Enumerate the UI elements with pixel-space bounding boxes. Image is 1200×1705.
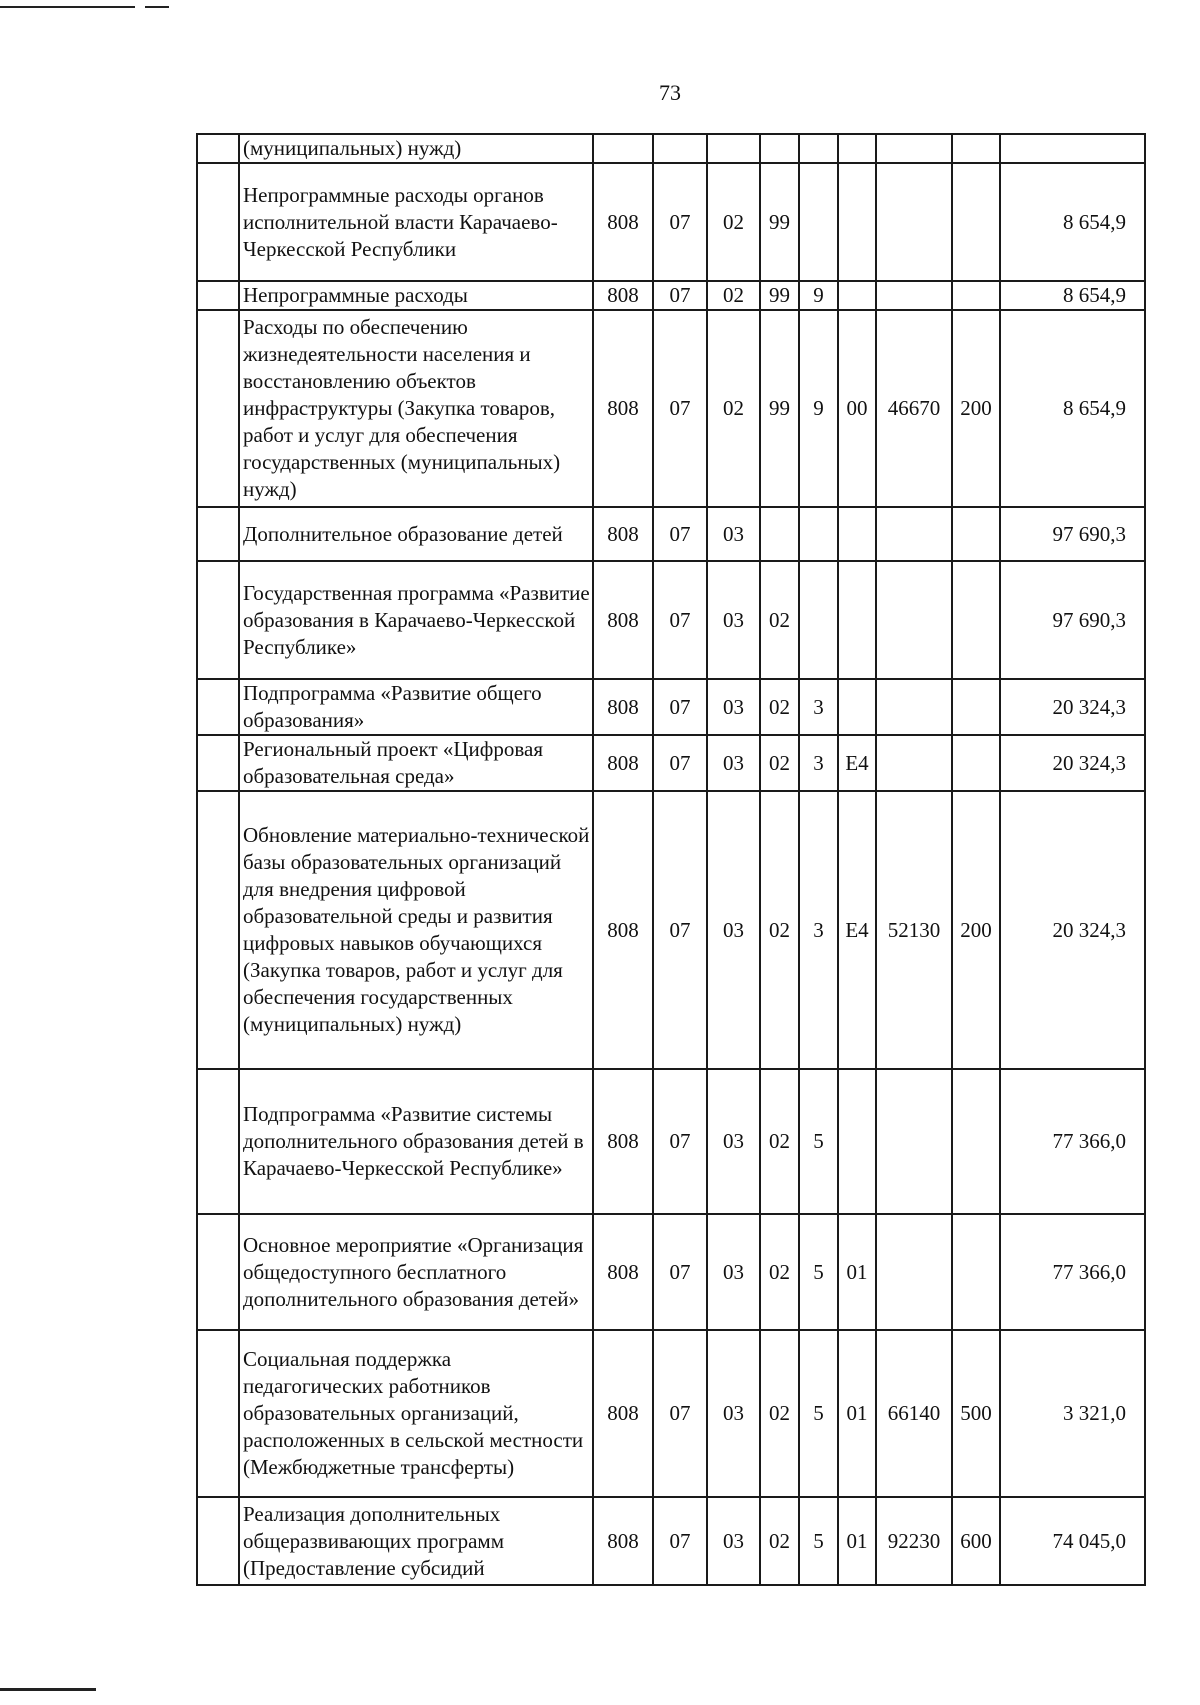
program-code-cell bbox=[760, 134, 799, 163]
subsection-code-cell: 03 bbox=[707, 1497, 760, 1585]
table-row bbox=[197, 163, 1145, 281]
event-code-cell bbox=[838, 1069, 876, 1214]
program-code-cell: 02 bbox=[760, 679, 799, 735]
program-code-cell: 02 bbox=[760, 735, 799, 791]
amount-cell bbox=[1000, 134, 1145, 163]
subsection-code-cell: 03 bbox=[707, 735, 760, 791]
direction-code-cell: 66140 bbox=[876, 1330, 952, 1497]
table-row bbox=[197, 1214, 1145, 1330]
row-number-cell bbox=[197, 281, 239, 310]
ministry-code-cell: 808 bbox=[593, 561, 653, 679]
section-code-cell: 07 bbox=[653, 1330, 707, 1497]
program-code-cell: 99 bbox=[760, 281, 799, 310]
row-number-cell bbox=[197, 679, 239, 735]
section-code-cell: 07 bbox=[653, 1497, 707, 1585]
event-code-cell: 01 bbox=[838, 1214, 876, 1330]
subsection-code-cell: 03 bbox=[707, 507, 760, 561]
amount-cell: 8 654,9 bbox=[1000, 281, 1145, 310]
direction-code-cell bbox=[876, 679, 952, 735]
subprogram-code-cell: 5 bbox=[799, 1497, 838, 1585]
expense-type-cell bbox=[952, 134, 1000, 163]
expense-type-cell: 200 bbox=[952, 310, 1000, 507]
amount-cell: 3 321,0 bbox=[1000, 1330, 1145, 1497]
section-code-cell bbox=[653, 134, 707, 163]
row-number-cell bbox=[197, 310, 239, 507]
section-code-cell: 07 bbox=[653, 1069, 707, 1214]
event-code-cell: 00 bbox=[838, 310, 876, 507]
section-code-cell: 07 bbox=[653, 791, 707, 1069]
amount-cell: 74 045,0 bbox=[1000, 1497, 1145, 1585]
direction-code-cell bbox=[876, 507, 952, 561]
section-code-cell: 07 bbox=[653, 1214, 707, 1330]
item-name-cell: Реализация дополнительных общеразвивающих программ (Предоставление субсидий bbox=[239, 1497, 593, 1585]
expense-type-cell bbox=[952, 1214, 1000, 1330]
program-code-cell: 02 bbox=[760, 561, 799, 679]
budget-table bbox=[196, 133, 1146, 1586]
scan-edge-mark bbox=[145, 6, 169, 8]
ministry-code-cell: 808 bbox=[593, 163, 653, 281]
program-code-cell: 99 bbox=[760, 163, 799, 281]
expense-type-cell bbox=[952, 281, 1000, 310]
direction-code-cell bbox=[876, 1069, 952, 1214]
section-code-cell: 07 bbox=[653, 679, 707, 735]
program-code-cell: 02 bbox=[760, 1069, 799, 1214]
table-row bbox=[197, 1497, 1145, 1585]
section-code-cell: 07 bbox=[653, 561, 707, 679]
subprogram-code-cell: 9 bbox=[799, 310, 838, 507]
table-body bbox=[197, 134, 1145, 1585]
ministry-code-cell: 808 bbox=[593, 735, 653, 791]
item-name-cell: Непрограммные расходы bbox=[239, 281, 593, 310]
subsection-code-cell: 03 bbox=[707, 1214, 760, 1330]
item-name-cell: Обновление материально-технической базы образовательных организаций для внедрения цифровой образовательной среды и развития цифровых навыков обучающихся (Закупка товаров, работ и услуг для обеспечения государственных (муниципальных) нужд) bbox=[239, 791, 593, 1069]
subprogram-code-cell bbox=[799, 163, 838, 281]
subsection-code-cell: 03 bbox=[707, 561, 760, 679]
direction-code-cell bbox=[876, 735, 952, 791]
expense-type-cell bbox=[952, 163, 1000, 281]
expense-type-cell bbox=[952, 1069, 1000, 1214]
amount-cell: 77 366,0 bbox=[1000, 1214, 1145, 1330]
event-code-cell: 01 bbox=[838, 1330, 876, 1497]
expense-type-cell: 600 bbox=[952, 1497, 1000, 1585]
amount-cell: 8 654,9 bbox=[1000, 310, 1145, 507]
event-code-cell bbox=[838, 163, 876, 281]
program-code-cell: 02 bbox=[760, 1330, 799, 1497]
ministry-code-cell: 808 bbox=[593, 791, 653, 1069]
direction-code-cell: 46670 bbox=[876, 310, 952, 507]
expense-type-cell bbox=[952, 735, 1000, 791]
ministry-code-cell: 808 bbox=[593, 1330, 653, 1497]
item-name-cell: Непрограммные расходы органов исполнительной власти Карачаево-Черкесской Республики bbox=[239, 163, 593, 281]
subsection-code-cell: 03 bbox=[707, 791, 760, 1069]
subprogram-code-cell bbox=[799, 134, 838, 163]
ministry-code-cell: 808 bbox=[593, 1069, 653, 1214]
direction-code-cell bbox=[876, 561, 952, 679]
section-code-cell: 07 bbox=[653, 735, 707, 791]
ministry-code-cell bbox=[593, 134, 653, 163]
row-number-cell bbox=[197, 735, 239, 791]
amount-cell: 20 324,3 bbox=[1000, 791, 1145, 1069]
ministry-code-cell: 808 bbox=[593, 507, 653, 561]
row-number-cell bbox=[197, 507, 239, 561]
item-name-cell: Дополнительное образование детей bbox=[239, 507, 593, 561]
table-row bbox=[197, 310, 1145, 507]
direction-code-cell: 92230 bbox=[876, 1497, 952, 1585]
expense-type-cell bbox=[952, 507, 1000, 561]
subprogram-code-cell: 3 bbox=[799, 791, 838, 1069]
subprogram-code-cell bbox=[799, 507, 838, 561]
subsection-code-cell: 03 bbox=[707, 679, 760, 735]
ministry-code-cell: 808 bbox=[593, 281, 653, 310]
row-number-cell bbox=[197, 561, 239, 679]
expense-type-cell: 200 bbox=[952, 791, 1000, 1069]
item-name-cell: Подпрограмма «Развитие системы дополнительного образования детей в Карачаево-Черкесской Республике» bbox=[239, 1069, 593, 1214]
program-code-cell: 02 bbox=[760, 1214, 799, 1330]
item-name-cell: Социальная поддержка педагогических работников образовательных организаций, расположенных в сельской местности (Межбюджетные трансферты) bbox=[239, 1330, 593, 1497]
subprogram-code-cell: 3 bbox=[799, 735, 838, 791]
subsection-code-cell: 03 bbox=[707, 1069, 760, 1214]
direction-code-cell bbox=[876, 163, 952, 281]
direction-code-cell bbox=[876, 134, 952, 163]
amount-cell: 8 654,9 bbox=[1000, 163, 1145, 281]
table-row bbox=[197, 507, 1145, 561]
amount-cell: 20 324,3 bbox=[1000, 735, 1145, 791]
item-name-cell: Подпрограмма «Развитие общего образования» bbox=[239, 679, 593, 735]
direction-code-cell bbox=[876, 1214, 952, 1330]
table-row bbox=[197, 134, 1145, 163]
event-code-cell: E4 bbox=[838, 791, 876, 1069]
table-row bbox=[197, 735, 1145, 791]
direction-code-cell bbox=[876, 281, 952, 310]
expense-type-cell bbox=[952, 679, 1000, 735]
section-code-cell: 07 bbox=[653, 163, 707, 281]
row-number-cell bbox=[197, 134, 239, 163]
amount-cell: 20 324,3 bbox=[1000, 679, 1145, 735]
subsection-code-cell: 02 bbox=[707, 163, 760, 281]
event-code-cell: E4 bbox=[838, 735, 876, 791]
row-number-cell bbox=[197, 1214, 239, 1330]
direction-code-cell: 52130 bbox=[876, 791, 952, 1069]
section-code-cell: 07 bbox=[653, 507, 707, 561]
subprogram-code-cell: 5 bbox=[799, 1069, 838, 1214]
item-name-cell: Основное мероприятие «Организация общедоступного бесплатного дополнительного образования детей» bbox=[239, 1214, 593, 1330]
program-code-cell bbox=[760, 507, 799, 561]
amount-cell: 97 690,3 bbox=[1000, 507, 1145, 561]
subsection-code-cell bbox=[707, 134, 760, 163]
event-code-cell bbox=[838, 679, 876, 735]
event-code-cell bbox=[838, 134, 876, 163]
event-code-cell bbox=[838, 281, 876, 310]
table-row bbox=[197, 791, 1145, 1069]
row-number-cell bbox=[197, 163, 239, 281]
ministry-code-cell: 808 bbox=[593, 1214, 653, 1330]
table-row bbox=[197, 679, 1145, 735]
table-row bbox=[197, 281, 1145, 310]
event-code-cell bbox=[838, 507, 876, 561]
ministry-code-cell: 808 bbox=[593, 1497, 653, 1585]
program-code-cell: 02 bbox=[760, 1497, 799, 1585]
subprogram-code-cell: 5 bbox=[799, 1214, 838, 1330]
table-row bbox=[197, 1069, 1145, 1214]
item-name-cell: Расходы по обеспечению жизнедеятельности населения и восстановлению объектов инфраструктуры (Закупка товаров, работ и услуг для обеспечения государственных (муниципальных) нужд) bbox=[239, 310, 593, 507]
subsection-code-cell: 02 bbox=[707, 310, 760, 507]
subsection-code-cell: 03 bbox=[707, 1330, 760, 1497]
section-code-cell: 07 bbox=[653, 310, 707, 507]
subprogram-code-cell bbox=[799, 561, 838, 679]
ministry-code-cell: 808 bbox=[593, 310, 653, 507]
table-row bbox=[197, 1330, 1145, 1497]
subprogram-code-cell: 3 bbox=[799, 679, 838, 735]
row-number-cell bbox=[197, 791, 239, 1069]
scan-edge-mark bbox=[0, 1688, 96, 1691]
row-number-cell bbox=[197, 1069, 239, 1214]
amount-cell: 77 366,0 bbox=[1000, 1069, 1145, 1214]
table-row bbox=[197, 561, 1145, 679]
row-number-cell bbox=[197, 1330, 239, 1497]
scan-edge-mark bbox=[0, 6, 135, 8]
item-name-cell: Региональный проект «Цифровая образовательная среда» bbox=[239, 735, 593, 791]
section-code-cell: 07 bbox=[653, 281, 707, 310]
program-code-cell: 99 bbox=[760, 310, 799, 507]
amount-cell: 97 690,3 bbox=[1000, 561, 1145, 679]
item-name-cell: Государственная программа «Развитие образования в Карачаево-Черкесской Республике» bbox=[239, 561, 593, 679]
event-code-cell bbox=[838, 561, 876, 679]
subprogram-code-cell: 9 bbox=[799, 281, 838, 310]
expense-type-cell bbox=[952, 561, 1000, 679]
item-name-cell: (муниципальных) нужд) bbox=[239, 134, 593, 163]
expense-type-cell: 500 bbox=[952, 1330, 1000, 1497]
subsection-code-cell: 02 bbox=[707, 281, 760, 310]
ministry-code-cell: 808 bbox=[593, 679, 653, 735]
program-code-cell: 02 bbox=[760, 791, 799, 1069]
row-number-cell bbox=[197, 1497, 239, 1585]
page-number: 73 bbox=[659, 80, 681, 105]
event-code-cell: 01 bbox=[838, 1497, 876, 1585]
subprogram-code-cell: 5 bbox=[799, 1330, 838, 1497]
